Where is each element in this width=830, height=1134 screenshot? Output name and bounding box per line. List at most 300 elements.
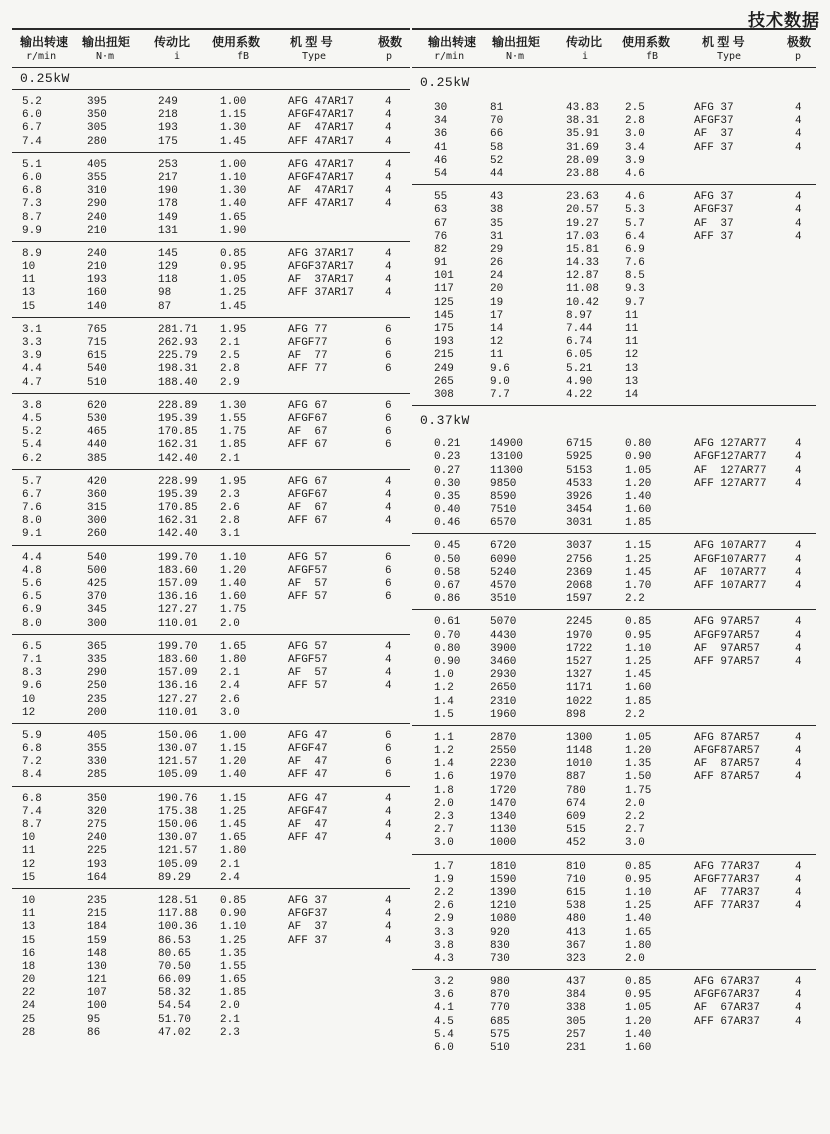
torque-cell: 335 — [87, 653, 107, 666]
table-row — [12, 743, 410, 756]
factor-cell: 1.65 — [220, 832, 247, 845]
torque-cell: 215 — [87, 908, 107, 921]
torque-cell: 5240 — [490, 566, 517, 579]
torque-cell: 765 — [87, 323, 107, 336]
model-cell: AFGF67 — [288, 412, 328, 425]
factor-cell: 1.80 — [220, 845, 247, 858]
speed-cell: 3.3 — [22, 337, 42, 349]
row-group — [12, 90, 410, 153]
ratio-cell: 178 — [158, 198, 178, 211]
table-row — [412, 630, 816, 643]
factor-cell: 1.45 — [625, 566, 652, 579]
factor-cell: 1.30 — [220, 122, 247, 135]
model-cell: AFGF37AR17 — [288, 261, 355, 274]
table-row — [12, 453, 410, 466]
poles-cell: 4 — [795, 900, 802, 913]
factor-cell: 1.20 — [220, 564, 247, 577]
torque-cell: 540 — [87, 551, 107, 564]
ratio-cell: 110.01 — [158, 617, 198, 630]
speed-cell: 55 — [434, 191, 448, 204]
torque-cell: 350 — [87, 109, 107, 122]
ratio-cell: 170.85 — [158, 502, 198, 515]
torque-cell: 6720 — [490, 540, 517, 553]
poles-cell: 4 — [385, 96, 392, 108]
header-model-unit: Type — [717, 51, 742, 62]
model-cell: AFGF77AR37 — [694, 873, 761, 886]
table-row — [412, 1016, 816, 1029]
speed-cell: 0.90 — [434, 655, 461, 668]
factor-cell: 11 — [625, 323, 639, 335]
model-cell: AF 37 — [694, 217, 734, 230]
table-row — [12, 707, 410, 720]
speed-cell: 6.0 — [434, 1042, 454, 1054]
ratio-cell: 136.16 — [158, 680, 198, 693]
table-row — [412, 824, 816, 837]
model-cell: AF 67 — [288, 502, 328, 515]
right-groups-b — [412, 432, 816, 1058]
torque-cell: 107 — [87, 987, 107, 1000]
table-row — [12, 212, 410, 225]
table-row — [12, 948, 410, 961]
speed-cell: 7.4 — [22, 805, 42, 818]
header-model-unit: Type — [302, 51, 327, 62]
ratio-cell: 2068 — [566, 580, 593, 592]
torque-cell: 58 — [490, 141, 504, 154]
torque-cell: 11300 — [490, 464, 524, 477]
speed-cell: 1.1 — [434, 731, 454, 744]
poles-cell: 4 — [795, 629, 802, 642]
table-row — [12, 1000, 410, 1013]
speed-cell: 215 — [434, 349, 454, 362]
speed-cell: 0.27 — [434, 464, 461, 477]
torque-cell: 870 — [490, 989, 510, 1002]
factor-cell: 2.1 — [220, 858, 240, 871]
speed-cell: 2.6 — [434, 900, 454, 913]
model-cell: AFF 57 — [288, 591, 328, 604]
ratio-cell: 38.31 — [566, 115, 600, 128]
poles-cell: 4 — [385, 819, 392, 831]
factor-cell: 0.90 — [220, 908, 247, 921]
table-row — [412, 465, 816, 478]
table-row — [412, 283, 816, 296]
factor-cell: 1.60 — [625, 504, 652, 517]
ratio-cell: 710 — [566, 873, 586, 886]
table-row — [12, 324, 410, 337]
poles-cell: 4 — [795, 771, 802, 784]
factor-cell: 6.9 — [625, 243, 645, 256]
poles-cell: 6 — [385, 578, 392, 590]
ratio-cell: 1022 — [566, 695, 593, 708]
table-row — [12, 832, 410, 845]
torque-cell: 440 — [87, 439, 107, 452]
table-row — [12, 552, 410, 565]
table-row — [12, 974, 410, 987]
ratio-cell: 51.70 — [158, 1013, 192, 1026]
factor-cell: 1.15 — [220, 743, 247, 756]
row-group — [12, 318, 410, 394]
table-row — [412, 257, 816, 270]
factor-cell: 1.55 — [220, 960, 247, 973]
speed-cell: 15 — [22, 300, 36, 313]
poles-cell: 4 — [385, 475, 392, 488]
poles-cell: 4 — [385, 640, 392, 653]
header-poles-unit: p — [386, 51, 393, 62]
factor-cell: 6.4 — [625, 230, 645, 243]
torque-cell: 405 — [87, 729, 107, 742]
torque-cell: 730 — [490, 952, 510, 965]
header-torque-unit: N·m — [506, 51, 525, 62]
poles-cell: 4 — [795, 438, 802, 451]
ratio-cell: 20.57 — [566, 204, 600, 217]
factor-cell: 3.4 — [625, 141, 645, 154]
torque-cell: 285 — [87, 769, 107, 782]
model-cell: AFG 67 — [288, 475, 328, 488]
speed-cell: 0.23 — [434, 451, 461, 464]
torque-cell: 66 — [490, 128, 504, 141]
table-row — [412, 887, 816, 900]
model-cell: AFF 47 — [288, 769, 328, 782]
factor-cell: 1.40 — [220, 198, 247, 211]
table-row — [412, 349, 816, 362]
poles-cell: 4 — [385, 921, 392, 934]
ratio-cell: 5153 — [566, 464, 593, 477]
speed-cell: 1.6 — [434, 771, 454, 784]
torque-cell: 2230 — [490, 758, 517, 771]
ratio-cell: 127.27 — [158, 693, 198, 706]
torque-cell: 19 — [490, 296, 504, 309]
speed-cell: 6.2 — [22, 452, 42, 465]
speed-cell: 6.8 — [22, 185, 42, 198]
ratio-cell: 10.42 — [566, 296, 600, 309]
speed-cell: 2.7 — [434, 824, 454, 837]
model-cell: AFG 37 — [694, 191, 734, 204]
speed-cell: 3.6 — [434, 989, 454, 1002]
table-row — [12, 769, 410, 782]
ratio-cell: 12.87 — [566, 270, 600, 283]
model-cell: AFG 97AR57 — [694, 616, 761, 629]
row-group — [12, 889, 410, 1043]
ratio-cell: 130.07 — [158, 743, 198, 756]
speed-cell: 6.7 — [22, 122, 42, 135]
factor-cell: 0.95 — [625, 989, 652, 1002]
factor-cell: 1.25 — [220, 287, 247, 300]
ratio-cell: 1010 — [566, 758, 593, 771]
ratio-cell: 1327 — [566, 669, 593, 682]
speed-cell: 10 — [22, 261, 36, 274]
poles-cell: 4 — [795, 477, 802, 490]
model-cell: AFF 47 — [288, 832, 328, 845]
factor-cell: 2.9 — [220, 376, 240, 389]
ratio-cell: 515 — [566, 824, 586, 837]
speed-cell: 101 — [434, 270, 454, 283]
speed-cell: 0.61 — [434, 616, 461, 629]
row-group — [12, 724, 410, 787]
ratio-cell: 136.16 — [158, 591, 198, 604]
speed-cell: 4.3 — [434, 952, 454, 965]
speed-cell: 4.7 — [22, 376, 42, 389]
factor-cell: 4.6 — [625, 191, 645, 204]
speed-cell: 54 — [434, 167, 448, 180]
poles-cell: 4 — [795, 860, 802, 873]
factor-cell: 2.8 — [625, 115, 645, 128]
model-cell: AFG 77 — [288, 323, 328, 336]
row-group — [12, 394, 410, 470]
speed-cell: 6.0 — [22, 171, 42, 184]
model-cell: AFG 37 — [694, 102, 734, 114]
model-cell: AF 57 — [288, 578, 328, 590]
poles-cell: 4 — [385, 908, 392, 921]
factor-cell: 2.8 — [220, 363, 240, 376]
table-row — [412, 517, 816, 530]
torque-cell: 52 — [490, 154, 504, 167]
poles-cell: 4 — [385, 832, 392, 845]
table-row — [12, 987, 410, 1000]
torque-cell: 510 — [87, 376, 107, 389]
factor-cell: 1.05 — [220, 274, 247, 287]
model-cell: AFG 127AR77 — [694, 438, 767, 451]
poles-cell: 6 — [385, 412, 392, 425]
factor-cell: 9.7 — [625, 296, 645, 309]
factor-cell: 4.6 — [625, 167, 645, 180]
ratio-cell: 195.39 — [158, 412, 198, 425]
factor-cell: 1.40 — [625, 490, 652, 503]
right-table — [412, 28, 816, 1058]
poles-cell: 4 — [795, 642, 802, 655]
table-row — [12, 806, 410, 819]
table-row — [12, 502, 410, 515]
ratio-cell: 198.31 — [158, 363, 198, 376]
factor-cell: 1.25 — [220, 934, 247, 947]
factor-cell: 11 — [625, 309, 639, 322]
ratio-cell: 15.81 — [566, 243, 600, 256]
factor-cell: 1.45 — [220, 819, 247, 831]
torque-cell: 9.6 — [490, 362, 510, 375]
speed-cell: 1.4 — [434, 758, 454, 771]
model-cell: AFGF37 — [288, 908, 328, 921]
header-poles-unit: p — [795, 51, 802, 62]
poles-cell: 4 — [795, 989, 802, 1002]
torque-cell: 5070 — [490, 616, 517, 629]
table-row — [412, 976, 816, 989]
table-row — [412, 218, 816, 231]
poles-cell: 4 — [795, 745, 802, 758]
table-row — [12, 756, 410, 769]
ratio-cell: 1527 — [566, 655, 593, 668]
torque-cell: 980 — [490, 976, 510, 989]
ratio-cell: 199.70 — [158, 551, 198, 564]
torque-cell: 200 — [87, 706, 107, 719]
torque-cell: 1970 — [490, 771, 517, 784]
ratio-cell: 157.09 — [158, 578, 198, 590]
ratio-cell: 142.40 — [158, 528, 198, 541]
speed-cell: 1.2 — [434, 682, 454, 695]
model-cell: AFF 77 — [288, 363, 328, 376]
torque-cell: 1210 — [490, 900, 517, 913]
speed-cell: 67 — [434, 217, 448, 230]
factor-cell: 2.6 — [220, 502, 240, 515]
factor-cell: 1.25 — [625, 900, 652, 913]
ratio-cell: 887 — [566, 771, 586, 784]
table-row — [412, 580, 816, 593]
torque-cell: 1130 — [490, 824, 517, 837]
torque-cell: 320 — [87, 805, 107, 818]
ratio-cell: 89.29 — [158, 871, 192, 884]
speed-cell: 8.7 — [22, 211, 42, 224]
table-row — [412, 1002, 816, 1015]
speed-cell: 7.1 — [22, 653, 42, 666]
torque-cell: 14 — [490, 323, 504, 335]
factor-cell: 1.10 — [220, 921, 247, 934]
factor-cell: 1.10 — [625, 642, 652, 655]
factor-cell: 2.0 — [220, 1000, 240, 1013]
torque-cell: 14900 — [490, 438, 524, 451]
poles-cell: 4 — [795, 1002, 802, 1015]
poles-cell: 6 — [385, 426, 392, 439]
poles-cell: 6 — [385, 591, 392, 604]
factor-cell: 1.85 — [220, 439, 247, 452]
table-row — [12, 872, 410, 885]
table-row — [412, 1029, 816, 1042]
ratio-cell: 190 — [158, 185, 178, 198]
torque-cell: 310 — [87, 185, 107, 198]
left-table — [12, 28, 410, 1043]
table-row — [12, 426, 410, 439]
row-group — [12, 242, 410, 318]
model-cell: AFG 107AR77 — [694, 540, 767, 553]
ratio-cell: 66.09 — [158, 974, 192, 987]
row-group — [12, 546, 410, 635]
poles-cell: 4 — [795, 204, 802, 217]
model-cell: AF 77AR37 — [694, 886, 761, 899]
poles-cell: 4 — [795, 451, 802, 464]
torque-cell: 70 — [490, 115, 504, 128]
speed-cell: 175 — [434, 323, 454, 335]
poles-cell: 4 — [385, 158, 392, 171]
speed-cell: 34 — [434, 115, 448, 128]
ratio-cell: 121.57 — [158, 756, 198, 769]
ratio-cell: 6.74 — [566, 336, 593, 349]
speed-cell: 7.3 — [22, 198, 42, 211]
speed-cell: 76 — [434, 230, 448, 243]
poles-cell: 4 — [795, 553, 802, 566]
ratio-cell: 175.38 — [158, 805, 198, 818]
poles-cell: 6 — [385, 743, 392, 756]
table-row — [412, 376, 816, 389]
torque-cell: 1080 — [490, 913, 517, 926]
torque-cell: 260 — [87, 528, 107, 541]
factor-cell: 3.1 — [220, 528, 240, 541]
poles-cell: 4 — [795, 230, 802, 243]
torque-cell: 685 — [490, 1015, 510, 1028]
factor-cell: 1.40 — [625, 913, 652, 926]
table-row — [412, 270, 816, 283]
speed-cell: 10 — [22, 693, 36, 706]
speed-cell: 5.1 — [22, 158, 42, 171]
speed-cell: 3.3 — [434, 926, 454, 939]
factor-cell: 1.65 — [220, 974, 247, 987]
model-cell: AFG 47 — [288, 729, 328, 742]
torque-cell: 235 — [87, 894, 107, 907]
speed-cell: 15 — [22, 871, 36, 884]
ratio-cell: 323 — [566, 952, 586, 965]
speed-cell: 0.50 — [434, 553, 461, 566]
header-model: 机 型 号 — [290, 35, 333, 49]
poles-cell: 4 — [385, 515, 392, 528]
speed-cell: 18 — [22, 960, 36, 973]
ratio-cell: 3037 — [566, 540, 593, 553]
row-group — [412, 855, 816, 971]
torque-cell: 540 — [87, 363, 107, 376]
speed-cell: 9.1 — [22, 528, 42, 541]
table-row — [412, 155, 816, 168]
poles-cell: 4 — [795, 217, 802, 230]
table-row — [12, 667, 410, 680]
speed-cell: 6.5 — [22, 591, 42, 604]
model-cell: AF 47AR17 — [288, 185, 355, 198]
row-group — [12, 470, 410, 546]
factor-cell: 13 — [625, 362, 639, 375]
speed-cell: 12 — [22, 706, 36, 719]
table-row — [12, 641, 410, 654]
ratio-cell: 157.09 — [158, 667, 198, 680]
factor-cell: 1.00 — [220, 96, 247, 108]
poles-cell: 4 — [795, 655, 802, 668]
ratio-cell: 70.50 — [158, 960, 192, 973]
factor-cell: 0.95 — [220, 261, 247, 274]
torque-cell: 330 — [87, 756, 107, 769]
table-row — [412, 771, 816, 784]
ratio-cell: 130.07 — [158, 832, 198, 845]
torque-cell: 290 — [87, 667, 107, 680]
model-cell: AFGF47 — [288, 805, 328, 818]
factor-cell: 1.00 — [220, 158, 247, 171]
torque-cell: 350 — [87, 792, 107, 805]
model-cell: AFG 77AR37 — [694, 860, 761, 873]
factor-cell: 3.9 — [625, 154, 645, 167]
row-group — [412, 185, 816, 406]
header-poles: 极数 — [787, 35, 812, 49]
model-cell: AF 37AR17 — [288, 274, 355, 287]
table-row — [12, 225, 410, 238]
row-group — [412, 726, 816, 855]
torque-cell: 420 — [87, 475, 107, 488]
table-row — [412, 478, 816, 491]
model-cell: AFGF57 — [288, 653, 328, 666]
torque-cell: 830 — [490, 939, 510, 952]
table-row — [12, 680, 410, 693]
table-row — [412, 363, 816, 376]
ratio-cell: 6715 — [566, 438, 593, 451]
speed-cell: 13 — [22, 287, 36, 300]
factor-cell: 1.60 — [625, 682, 652, 695]
torque-cell: 465 — [87, 426, 107, 439]
torque-cell: 500 — [87, 564, 107, 577]
poles-cell: 6 — [385, 769, 392, 782]
speed-cell: 22 — [22, 987, 36, 1000]
speed-cell: 1.0 — [434, 669, 454, 682]
factor-cell: 1.85 — [220, 987, 247, 1000]
poles-cell: 4 — [795, 758, 802, 771]
poles-cell: 4 — [385, 502, 392, 515]
speed-cell: 15 — [22, 934, 36, 947]
ratio-cell: 14.33 — [566, 257, 600, 270]
table-row — [412, 682, 816, 695]
poles-cell: 6 — [385, 337, 392, 349]
poles-cell: 4 — [385, 135, 392, 148]
ratio-cell: 128.51 — [158, 894, 198, 907]
model-cell: AFF 47AR17 — [288, 135, 355, 148]
speed-cell: 10 — [22, 832, 36, 845]
